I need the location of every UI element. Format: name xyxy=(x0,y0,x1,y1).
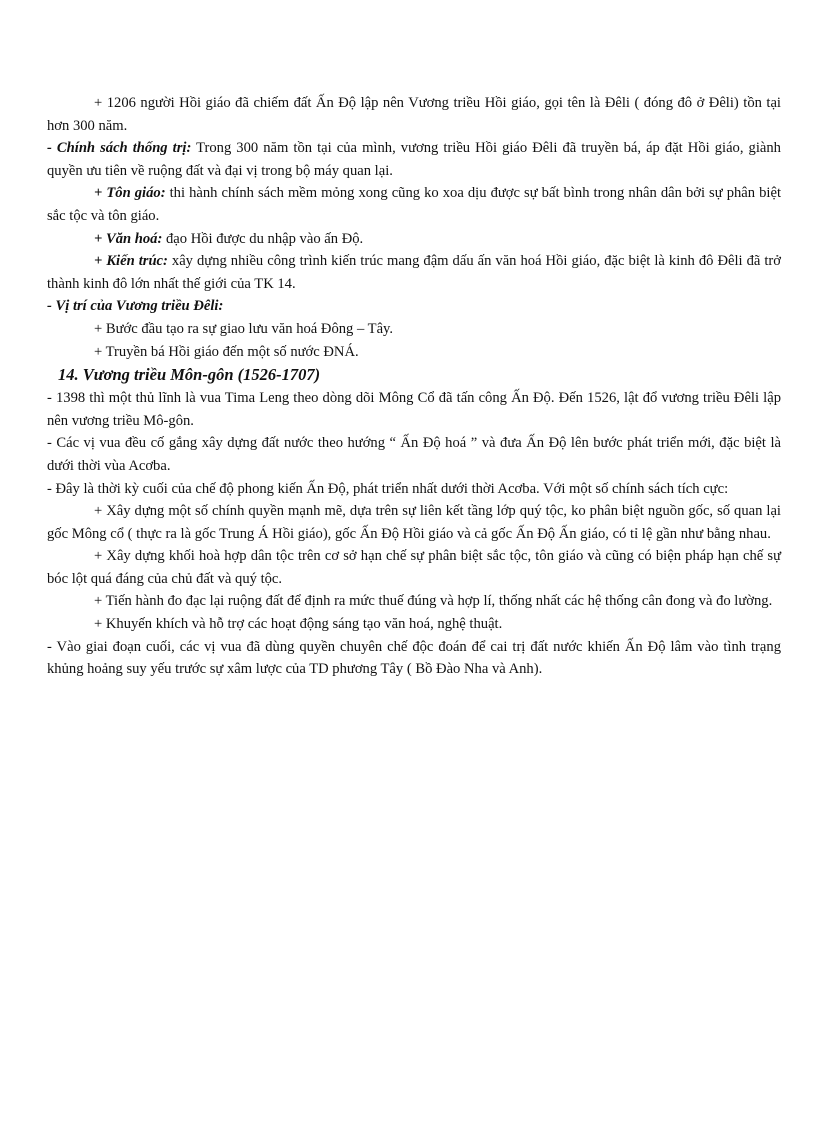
paragraph-deli-founding xyxy=(47,92,781,137)
paragraph-culture xyxy=(47,228,781,251)
document-page xyxy=(47,92,781,681)
paragraph-mughal-founding xyxy=(47,387,781,432)
paragraph-cultural-exchange xyxy=(47,318,781,341)
section-heading-mughal: 14. Vương triều Môn-gôn (1526-1707) xyxy=(58,365,321,385)
last-feudal-period-text: - Đây là thời kỳ cuối của chế độ phong kiến Ấn Độ, phát triển nhất dưới thời Acơba. Với một số chính sách tích cực: xyxy=(47,480,729,497)
spread-islam-text: + Truyền bá Hồi giáo đến một số nước ĐNÁ. xyxy=(94,343,359,360)
land-survey-text: + Tiến hành đo đạc lại ruộng đất để định ra mức thuế đúng và hợp lí, thống nhất các hệ thống cân đong và đo lường. xyxy=(94,593,773,610)
indianization-text: - Các vị vua đều cố gắng xây dựng đất nước theo hướng “ Ấn Độ hoá ” và đưa Ấn Độ lên bước phát triển mới, đặc biệt là dưới thời vùa Acơba. xyxy=(47,435,781,474)
paragraph-indianization xyxy=(47,432,781,477)
paragraph-deli-position xyxy=(47,295,781,318)
cultural-exchange-text: + Bước đầu tạo ra sự giao lưu văn hoá Đông – Tây. xyxy=(94,320,394,337)
national-harmony-text: + Xây dựng khối hoà hợp dân tộc trên cơ sở hạn chế sự phân biệt sắc tộc, tôn giáo và cũng có biện pháp hạn chế sự bóc lột quá đáng của chủ đất và quý tộc. xyxy=(47,548,781,587)
paragraph-strong-government xyxy=(47,500,781,545)
paragraph-national-harmony xyxy=(47,545,781,590)
culture-text: đạo Hồi được du nhập vào ấn Độ. xyxy=(162,230,364,247)
culture-label: + Văn hoá: xyxy=(94,230,163,247)
paragraph-arts-support xyxy=(47,613,781,636)
paragraph-ruling-policy xyxy=(47,137,781,182)
ruling-policy-text: Trong 300 năm tồn tại của mình, vương triều Hồi giáo Đêli đã truyền bá, áp đặt Hồi giáo, giành quyền ưu tiên về ruộng đất và đại vị trong bộ máy quan lại. xyxy=(47,140,781,179)
paragraph-decline xyxy=(47,636,781,681)
paragraph-land-survey xyxy=(47,590,781,613)
strong-government-text: + Xây dựng một số chính quyền mạnh mẽ, dựa trên sự liên kết tầng lớp quý tộc, ko phân biệt nguồn gốc, số quan lại gốc Mông cổ ( thực ra là gốc Trung Á Hồi giáo), gốc Ấn Độ Hồi giáo và cả gốc Ấn Độ Ấn giáo, có tỉ lệ gần như bằng nhau. xyxy=(47,503,781,542)
religion-label: + Tôn giáo: xyxy=(94,185,166,202)
paragraph-last-feudal-period xyxy=(47,478,781,501)
arts-support-text: + Khuyến khích và hỗ trợ các hoạt động sáng tạo văn hoá, nghệ thuật. xyxy=(94,616,503,633)
architecture-label: + Kiến trúc: xyxy=(94,253,168,270)
paragraph-religion xyxy=(47,182,781,227)
architecture-text: xây dựng nhiều công trình kiến trúc mang đậm dấu ấn văn hoá Hồi giáo, đặc biệt là kinh đô Đêli đã trở thành kinh đô lớn nhất thế giới của TK 14. xyxy=(47,253,781,292)
paragraph-text: + 1206 người Hồi giáo đã chiếm đất Ấn Độ lập nên Vương triều Hồi giáo, gọi tên là Đêli ( đóng đô ở Đêli) tồn tại hơn 300 năm. xyxy=(47,95,781,134)
paragraph-spread-islam xyxy=(47,341,781,364)
paragraph-architecture xyxy=(47,250,781,295)
deli-position-label: - Vị trí của Vương triều Đêli: xyxy=(47,298,224,315)
religion-text: thi hành chính sách mềm mỏng xong cũng ko xoa dịu được sự bất bình trong nhân dân bởi sự phân biệt sắc tộc và tôn giáo. xyxy=(47,185,782,224)
ruling-policy-label: - Chính sách thống trị: xyxy=(47,140,192,157)
decline-text: - Vào giai đoạn cuối, các vị vua đã dùng quyền chuyên chế độc đoán để cai trị đất nước khiến Ấn Độ lâm vào tình trạng khủng hoảng suy yếu trước sự xâm lược của TD phương Tây ( Bồ Đào Nha và Anh). xyxy=(47,638,781,678)
mughal-founding-text: - 1398 thì một thủ lĩnh là vua Tima Leng theo dòng dõi Mông Cổ đã tấn công Ấn Độ. Đến 1526, lật đổ vương triều Đêli lập nên vương triều Mô-gôn. xyxy=(47,390,781,429)
